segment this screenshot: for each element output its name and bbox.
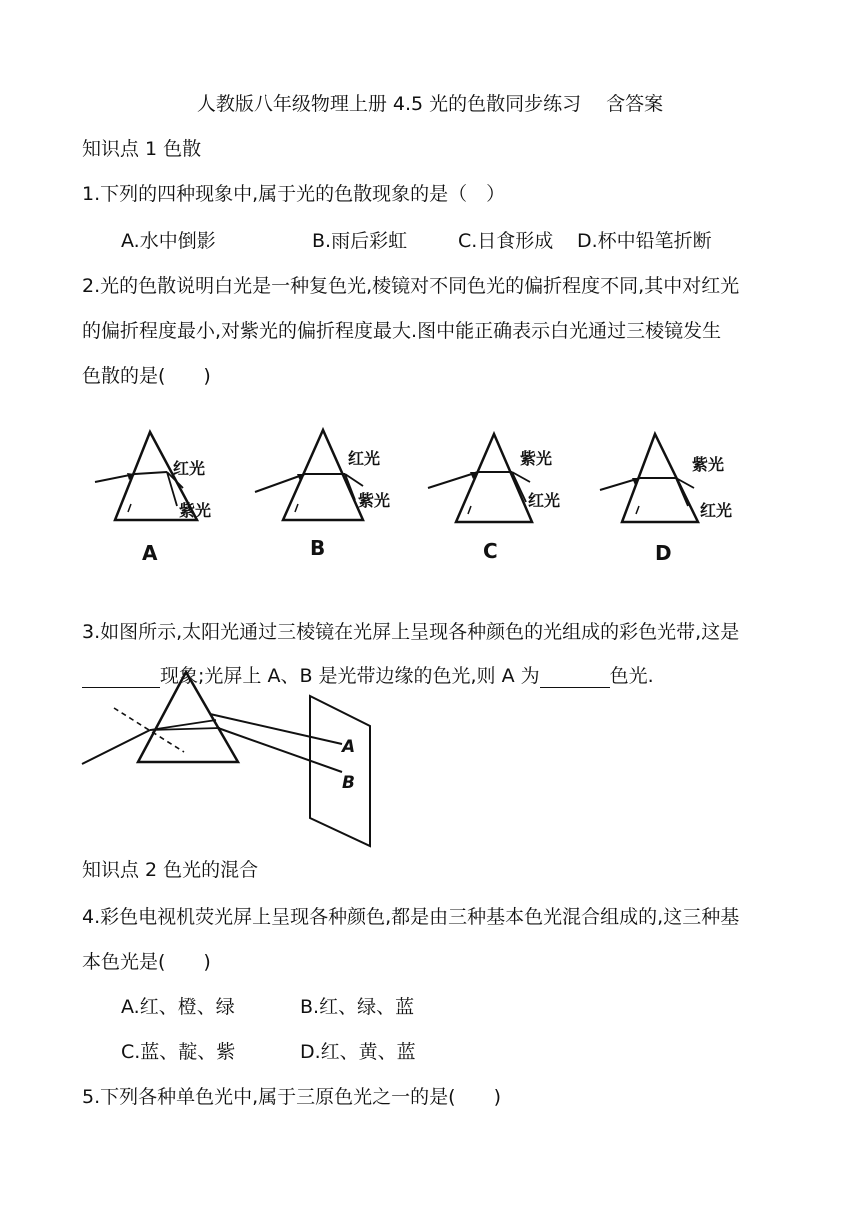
fig-a-lower-label: 紫光: [179, 501, 212, 520]
section-heading-2: 知识点 2 色光的混合: [82, 859, 259, 881]
fig-b-lower-label: 紫光: [358, 491, 391, 510]
question-4-line-1: 4.彩色电视机荧光屏上呈现各种颜色,都是由三种基本色光混合组成的,这三种基: [82, 906, 740, 928]
fig-d-upper-label: 紫光: [692, 455, 725, 474]
fig-d-letter: D: [655, 541, 672, 565]
fig-c-upper-label: 紫光: [520, 449, 553, 468]
q1-option-c: C.日食形成: [458, 230, 554, 252]
question-2-line-3: 色散的是( ): [82, 365, 211, 387]
prism-figure-c: [428, 420, 578, 570]
prism-figure-a: [95, 420, 235, 570]
fig-c-letter: C: [483, 539, 498, 563]
screen-label-b: B: [342, 773, 355, 793]
fig-a-upper-label: 红光: [173, 459, 206, 478]
q1-option-a: A.水中倒影: [121, 230, 216, 252]
prism-figure-d: [600, 420, 750, 570]
q4-option-b: B.红、绿、蓝: [300, 996, 415, 1018]
prism-screen-figure: [80, 668, 400, 850]
q4-option-a: A.红、橙、绿: [121, 996, 235, 1018]
answer-blank-2[interactable]: [540, 667, 610, 688]
question-4-line-2: 本色光是( ): [82, 951, 211, 973]
q3-text-part-1: 现象;光屏上 A、B 是光带边缘的色光,则 A 为: [160, 665, 540, 687]
fig-d-lower-label: 红光: [700, 501, 733, 520]
fig-c-lower-label: 红光: [528, 491, 561, 510]
question-2-line-2: 的偏折程度最小,对紫光的偏折程度最大.图中能正确表示白光通过三棱镜发生: [82, 320, 722, 342]
q4-option-d: D.红、黄、蓝: [300, 1041, 416, 1063]
fig-b-upper-label: 红光: [348, 449, 381, 468]
q3-text-part-2: 色光.: [609, 665, 654, 687]
screen-label-a: A: [342, 737, 356, 757]
page-title: 人教版八年级物理上册 4.5 光的色散同步练习 含答案: [196, 93, 664, 115]
question-3-line-1: 3.如图所示,太阳光通过三棱镜在光屏上呈现各种颜色的光组成的彩色光带,这是: [82, 621, 740, 643]
question-5-stem: 5.下列各种单色光中,属于三原色光之一的是( ): [82, 1086, 501, 1108]
prism-figure-b: [255, 420, 405, 570]
section-heading-1: 知识点 1 色散: [82, 138, 202, 160]
q1-option-b: B.雨后彩虹: [312, 230, 408, 252]
question-1-stem: 1.下列的四种现象中,属于光的色散现象的是（ ）: [82, 183, 506, 205]
question-2-line-1: 2.光的色散说明白光是一种复色光,棱镜对不同色光的偏折程度不同,其中对红光: [82, 275, 740, 297]
q4-option-c: C.蓝、靛、紫: [121, 1041, 236, 1063]
fig-b-letter: B: [310, 536, 326, 560]
fig-a-letter: A: [142, 541, 158, 565]
q1-option-d: D.杯中铅笔折断: [577, 230, 712, 252]
